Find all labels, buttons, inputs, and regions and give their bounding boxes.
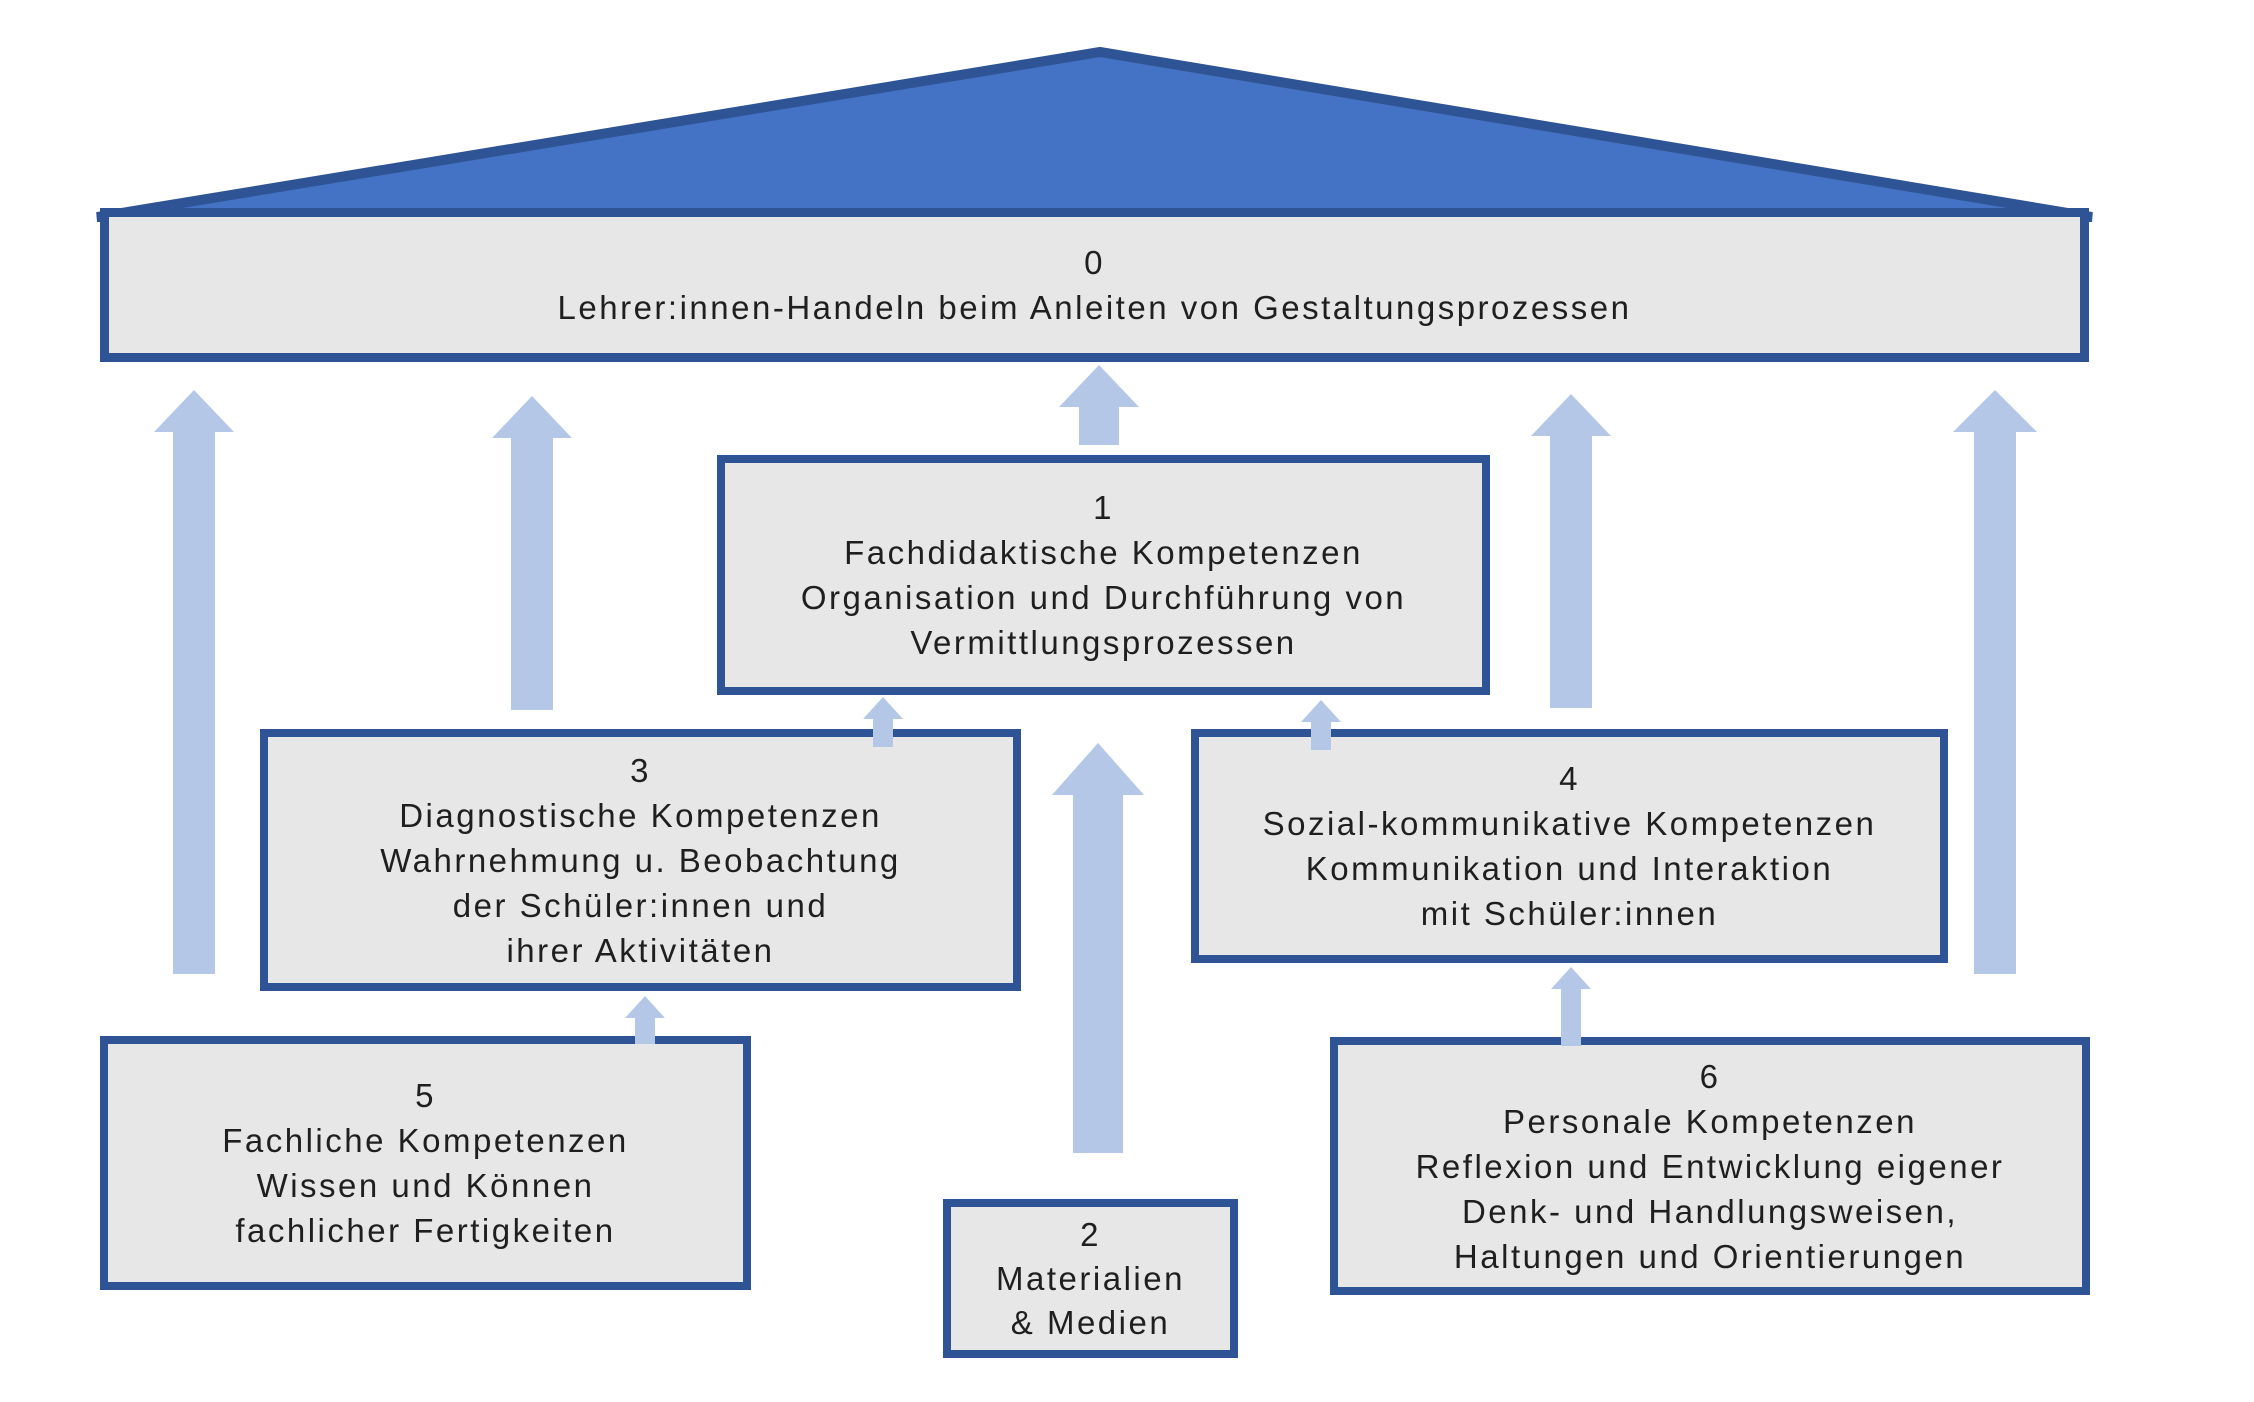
- arrow-box3-to-box1: [863, 697, 903, 747]
- arrow-box6-to-box4-head: [1551, 967, 1591, 989]
- arrow-box6-to-box4: [1551, 967, 1591, 1046]
- box-4-line: Sozial-kommunikative Kompetenzen: [1262, 805, 1877, 842]
- box-3-diagnostische-kompetenzen: [260, 729, 1021, 991]
- arrow-box1-to-box0: [1059, 365, 1139, 445]
- box-3-number: 3: [630, 751, 651, 789]
- box-5-line: fachlicher Fertigkeiten: [235, 1212, 616, 1249]
- box-4-number: 4: [1559, 760, 1580, 797]
- arrow-box2-to-box1: [1052, 743, 1144, 1153]
- box-2-materialien-medien: [943, 1199, 1238, 1358]
- arrow-column-left-shaft: [173, 432, 215, 974]
- box-6-number: 6: [1699, 1057, 1721, 1095]
- box-6-line: Reflexion und Entwicklung eigener: [1415, 1147, 2005, 1185]
- box-6-personale-kompetenzen: [1330, 1037, 2090, 1295]
- arrow-column-3-shaft: [1550, 436, 1592, 708]
- arrow-box2-to-box1-shaft: [1073, 795, 1123, 1153]
- arrow-box6-to-box4-shaft: [1561, 989, 1581, 1046]
- box-0-number: 0: [1084, 244, 1105, 281]
- box-1-number: 1: [1093, 489, 1114, 526]
- arrow-column-2-head: [492, 396, 572, 438]
- box-2-number: 2: [1080, 1215, 1101, 1253]
- box-5-line: Fachliche Kompetenzen: [222, 1122, 629, 1159]
- box-1-fachdidaktische-kompetenzen: [717, 455, 1490, 695]
- arrow-column-3: [1531, 394, 1611, 708]
- arrow-column-2: [492, 396, 572, 710]
- box-0-line: Lehrer:innen-Handeln beim Anleiten von Gestaltungsprozessen: [557, 289, 1632, 326]
- arrow-column-left-head: [154, 390, 234, 432]
- box-1-line: Fachdidaktische Kompetenzen: [844, 534, 1363, 571]
- arrow-box5-to-box3: [625, 996, 665, 1044]
- arrow-box1-to-box0-shaft: [1079, 407, 1119, 445]
- box-0-lehrerhandeln: [100, 208, 2089, 362]
- arrow-box1-to-box0-head: [1059, 365, 1139, 407]
- arrow-box5-to-box3-head: [625, 996, 665, 1018]
- box-3-line: ihrer Aktivitäten: [506, 931, 775, 969]
- arrow-box3-to-box1-shaft: [873, 719, 893, 747]
- box-3-line: Wahrnehmung u. Beobachtung: [380, 841, 901, 879]
- arrow-box4-to-box1-head: [1301, 700, 1341, 722]
- box-2-line: & Medien: [1010, 1303, 1171, 1341]
- box-3-line: Diagnostische Kompetenzen: [399, 796, 882, 834]
- box-1-line: Vermittlungsprozessen: [910, 624, 1297, 661]
- arrow-column-2-shaft: [511, 438, 553, 710]
- box-5-line: Wissen und Können: [256, 1167, 595, 1204]
- arrow-box3-to-box1-head: [863, 697, 903, 719]
- box-6-line: Haltungen und Orientierungen: [1453, 1237, 1967, 1275]
- arrow-box4-to-box1-shaft: [1311, 722, 1331, 750]
- arrow-box4-to-box1: [1301, 700, 1341, 750]
- roof-triangle: [97, 52, 2092, 217]
- arrow-box5-to-box3-shaft: [635, 1018, 655, 1044]
- box-4-sozial-kommunikative-kompetenzen: [1191, 729, 1948, 963]
- box-4-line: mit Schüler:innen: [1420, 895, 1719, 932]
- box-4-line: Kommunikation und Interaktion: [1305, 850, 1834, 887]
- box-6-line: Personale Kompetenzen: [1503, 1102, 1917, 1140]
- box-5-fachliche-kompetenzen: [100, 1036, 751, 1290]
- box-1-line: Organisation und Durchführung von: [800, 579, 1407, 616]
- box-5-number: 5: [415, 1077, 436, 1114]
- box-3-line: der Schüler:innen und: [452, 886, 829, 924]
- arrow-column-right-shaft: [1974, 432, 2016, 974]
- arrow-column-left: [154, 390, 234, 974]
- arrow-column-3-head: [1531, 394, 1611, 436]
- arrow-column-right-head: [1953, 390, 2037, 432]
- box-6-line: Denk- und Handlungsweisen,: [1461, 1192, 1959, 1230]
- arrow-column-right: [1953, 390, 2037, 974]
- arrow-box2-to-box1-head: [1052, 743, 1144, 795]
- box-2-line: Materialien: [996, 1259, 1185, 1297]
